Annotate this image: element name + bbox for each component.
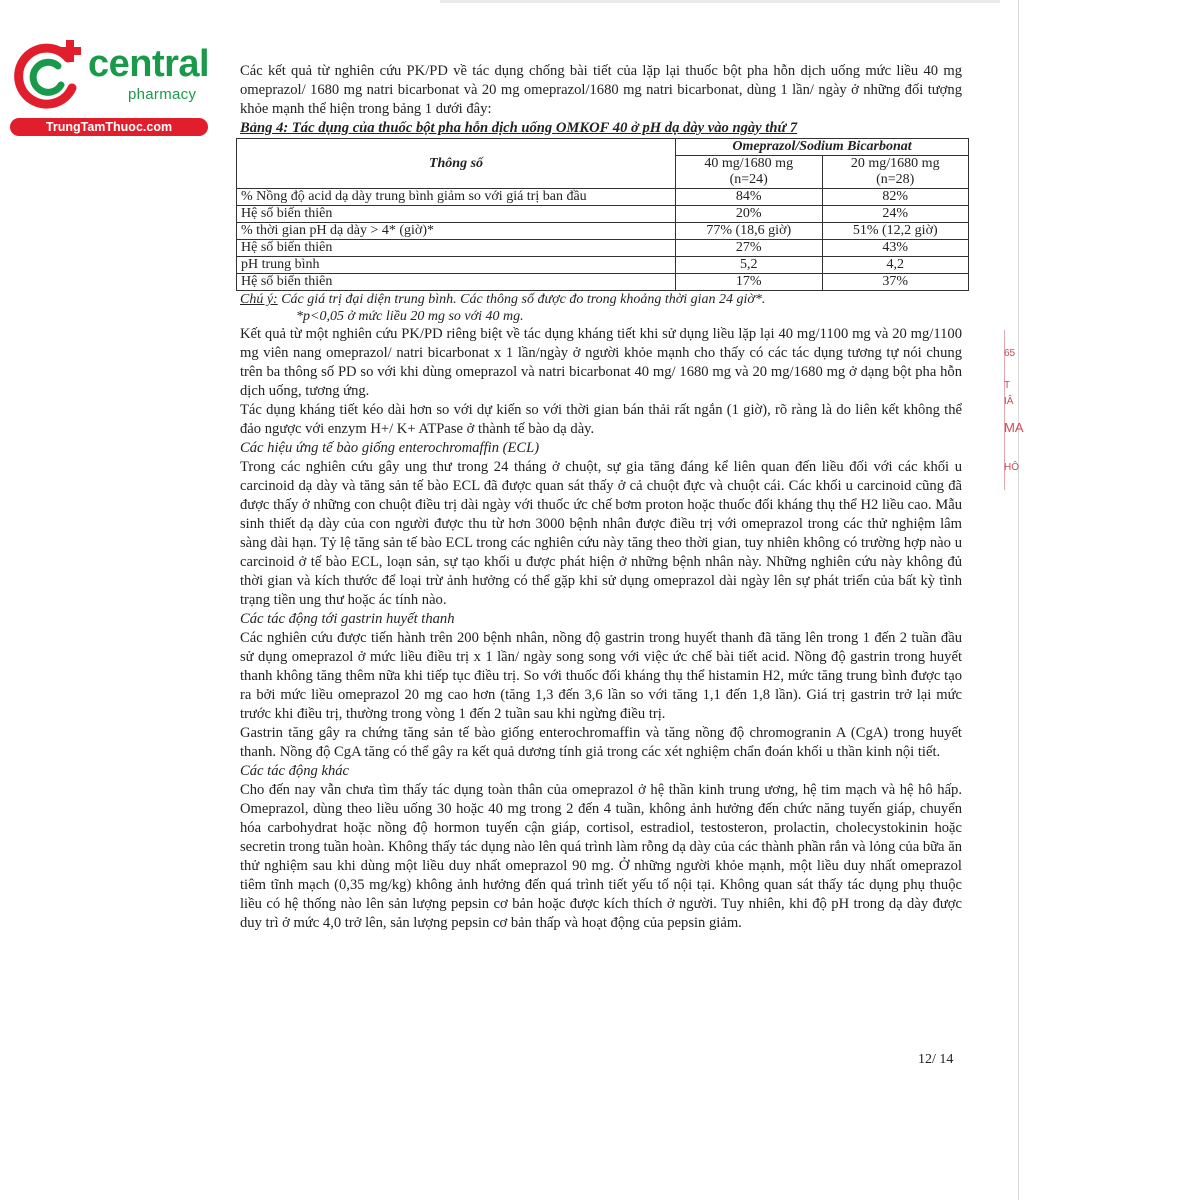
stamp-text: IÂ: [1004, 396, 1014, 407]
stamp-text: MA: [1004, 420, 1024, 435]
section-heading: Các hiệu ứng tế bào giống enterochromaffin (ECL): [240, 440, 540, 456]
n-28-label: (n=28): [876, 172, 915, 187]
table-row: [237, 223, 969, 240]
row-value-20: 4,2: [822, 257, 969, 274]
central-pharmacy-logo[interactable]: [10, 38, 220, 138]
row-label: % Nồng độ acid dạ dày trung bình giảm so với giá trị ban đầu: [237, 189, 676, 206]
param-header: Thông số: [237, 139, 676, 189]
note-text: Các giá trị đại diện trung bình. Các thông số được đo trong khoảng thời gian 24 giờ*.: [277, 292, 766, 307]
row-label: pH trung bình: [237, 257, 676, 274]
row-label: % thời gian pH dạ dày > 4* (giờ)*: [237, 223, 676, 240]
row-value-20: 51% (12,2 giờ): [822, 223, 969, 240]
row-value-20: 43%: [822, 240, 969, 257]
row-value-40: 27%: [676, 240, 823, 257]
scan-top-artifact: [440, 0, 1000, 3]
paragraph: Kết quả từ một nghiên cứu PK/PD riêng biệt về tác dụng kháng tiết khi sử dụng liều lặp lại 40 mg/1100 mg và 20 mg/1100 mg viên nang omeprazol/ natri bicarbonat x 1 lần/ngày ở người khỏe mạnh cho thấy có các tác dụng tương tự nói chung trên ba thông số PD so với khi dùng omeprazol và natri bicarbonat 40 mg/ 1680 mg và 20 mg/1680 mg ở dạng bột pha hỗn dịch uống, tương ứng.: [240, 326, 962, 399]
row-value-20: 82%: [822, 189, 969, 206]
table-row: [237, 206, 969, 223]
stamp-text: T: [1004, 380, 1011, 391]
stamp-text: HÔ: [1004, 462, 1019, 473]
row-value-20: 37%: [822, 274, 969, 291]
row-value-40: 5,2: [676, 257, 823, 274]
table-row: [237, 240, 969, 257]
intro-paragraph: Các kết quả từ nghiên cứu PK/PD về tác dụng chống bài tiết của lặp lại thuốc bột pha hỗn dịch uống mức liều 40 mg omeprazol/ 1680 mg natri bicarbonat và 20 mg omeprazol/1680 mg natri bicarbonat, dùng 1 lần/ ngày ở những đối tượng khỏe mạnh thể hiện trong bảng 1 dưới đây:: [240, 63, 962, 117]
logo-site-banner: TrungTamThuoc.com: [10, 118, 208, 136]
section-heading: Các tác động tới gastrin huyết thanh: [240, 611, 455, 627]
page-number: 12/ 14: [918, 1052, 954, 1067]
table-caption-text: Bảng 4: Tác dụng của thuốc bột pha hỗn dịch uống OMKOF 40 ở pH dạ dày vào ngày thứ 7: [240, 120, 798, 136]
table-row: [237, 274, 969, 291]
table-row: [237, 257, 969, 274]
paragraph: Các nghiên cứu được tiến hành trên 200 bệnh nhân, nồng độ gastrin trong huyết thanh đã tăng lên trong 1 đến 2 tuần đầu sử dụng omeprazol ở mức liều điều trị x 1 lần/ ngày song song với việc ức chế bài tiết acid. Nồng độ gastrin trong huyết thanh không tăng thêm nữa khi tiếp tục điều trị. So với thuốc đối kháng thụ thể histamin H2, mức tăng trung bình được tạo ra bởi mức liều omeprazol 20 mg cao hơn (tăng 1,3 đến 3,6 lần so với tăng 1,1 đến 1,8 lần). Giá trị gastrin trở lại mức trước khi điều trị, thường trong vòng 1 đến 2 tuần sau khi ngừng điều trị.: [240, 630, 962, 722]
paragraph: Gastrin tăng gây ra chứng tăng sản tế bào giống enterochromaffin và tăng nồng độ chromogranin A (CgA) trong huyết thanh. Nồng độ CgA tăng có thể gây ra kết quả dương tính giả trong các xét nghiệm chẩn đoán khối u thần kinh nội tiết.: [240, 725, 962, 760]
section-heading: Các tác động khác: [240, 763, 350, 779]
table-caption: [240, 119, 962, 138]
row-label: Hệ số biến thiên: [237, 240, 676, 257]
table-row: [237, 189, 969, 206]
row-label: Hệ số biến thiên: [237, 274, 676, 291]
paragraph: Tác dụng kháng tiết kéo dài hơn so với dự kiến so với thời gian bán thải rất ngắn (1 giờ), rõ ràng là do liên kết không thể đảo ngược với enzym H+/ K+ ATPase ở thành tế bào dạ dày.: [240, 402, 962, 437]
row-value-40: 17%: [676, 274, 823, 291]
table-note: [240, 291, 962, 308]
logo-sub-text: pharmacy: [128, 86, 197, 103]
dose-20-label: 20 mg/1680 mg: [850, 156, 940, 171]
document-body: [240, 62, 962, 933]
paragraph: Trong các nghiên cứu gây ung thư trong 24 tháng ở chuột, sự gia tăng đáng kể liên quan đến liều đối với các khối u carcinoid dạ dày và tăng sản tế bào ECL đã được quan sát thấy ở cả chuột đực và chuột cái. Các khối u carcinoid cũng đã được thấy ở những con chuột điều trị dài ngày với thuốc ức chế bơm proton hoặc thuốc đối kháng thụ thể H2 liều cao. Mẫu sinh thiết dạ dày của con người được thu từ hơn 3000 bệnh nhân được điều trị với omeprazol trong các thử nghiệm lâm sàng dài hạn. Tỷ lệ tăng sản tế bào ECL trong các nghiên cứu này tăng theo thời gian, tuy nhiên không có trường hợp nào u carcinoid ở tế bào ECL, loạn sản, sự tạo khối u được phát hiện ở những bệnh nhân này. Những nghiên cứu này không đủ thời gian và kích thước để loại trừ ảnh hưởng có thể gặp khi sử dụng omeprazol dài ngày lên sự phát triển của bất kỳ tình trạng tiền ung thư hoặc ác tính nào.: [240, 459, 962, 608]
paragraph: Cho đến nay vẫn chưa tìm thấy tác dụng toàn thân của omeprazol ở hệ thần kinh trung ương, hệ tim mạch và hệ hô hấp. Omeprazol, dùng theo liều uống 30 hoặc 40 mg trong 2 đến 4 tuần, không ảnh hưởng đến chức năng tuyến giáp, chuyển hóa carbohydrat hoặc nồng độ hormon tuyến cận giáp, cortisol, estradiol, testosteron, prolactin, cholecystokinin hoặc secretin trong tuần hoàn. Không thấy tác dụng nào lên quá trình làm rỗng dạ dày của các thành phần rắn và lỏng của bữa ăn thử nghiệm sau khi dùng một liều duy nhất omeprazol 90 mg. Ở những người khỏe mạnh, một liều duy nhất omeprazol tiêm tĩnh mạch (0,35 mg/kg) không ảnh hưởng đến quá trình tiết yếu tố nội tại. Không quan sát thấy tác dụng phụ thuộc liều có hệ thống nào lên sản lượng pepsin cơ bản hoặc được kích thích ở người. Tuy nhiên, khi độ pH trong dạ dày được duy trì ở mức 4,0 trở lên, sản lượng pepsin cơ bản thấp và hoạt động của pepsin giảm.: [240, 782, 962, 931]
row-label: Hệ số biến thiên: [237, 206, 676, 223]
note-label: Chú ý:: [240, 292, 278, 307]
n-24-label: (n=24): [729, 172, 768, 187]
ph-effect-table: [236, 138, 969, 291]
row-value-40: 20%: [676, 206, 823, 223]
group-header: Omeprazol/Sodium Bicarbonat: [676, 139, 969, 156]
row-value-40: 77% (18,6 giờ): [676, 223, 823, 240]
table-footnote: *p<0,05 ở mức liều 20 mg so với 40 mg.: [296, 309, 524, 324]
dose-header-40: [676, 156, 823, 189]
dose-40-label: 40 mg/1680 mg: [704, 156, 794, 171]
central-pharmacy-logo-icon: [10, 38, 90, 116]
page-edge: [1018, 0, 1019, 1200]
stamp-text: 65: [1004, 348, 1016, 359]
logo-brand-text: central: [88, 43, 210, 85]
dose-header-20: [822, 156, 969, 189]
row-value-40: 84%: [676, 189, 823, 206]
table-header-row: [237, 139, 969, 156]
row-value-20: 24%: [822, 206, 969, 223]
